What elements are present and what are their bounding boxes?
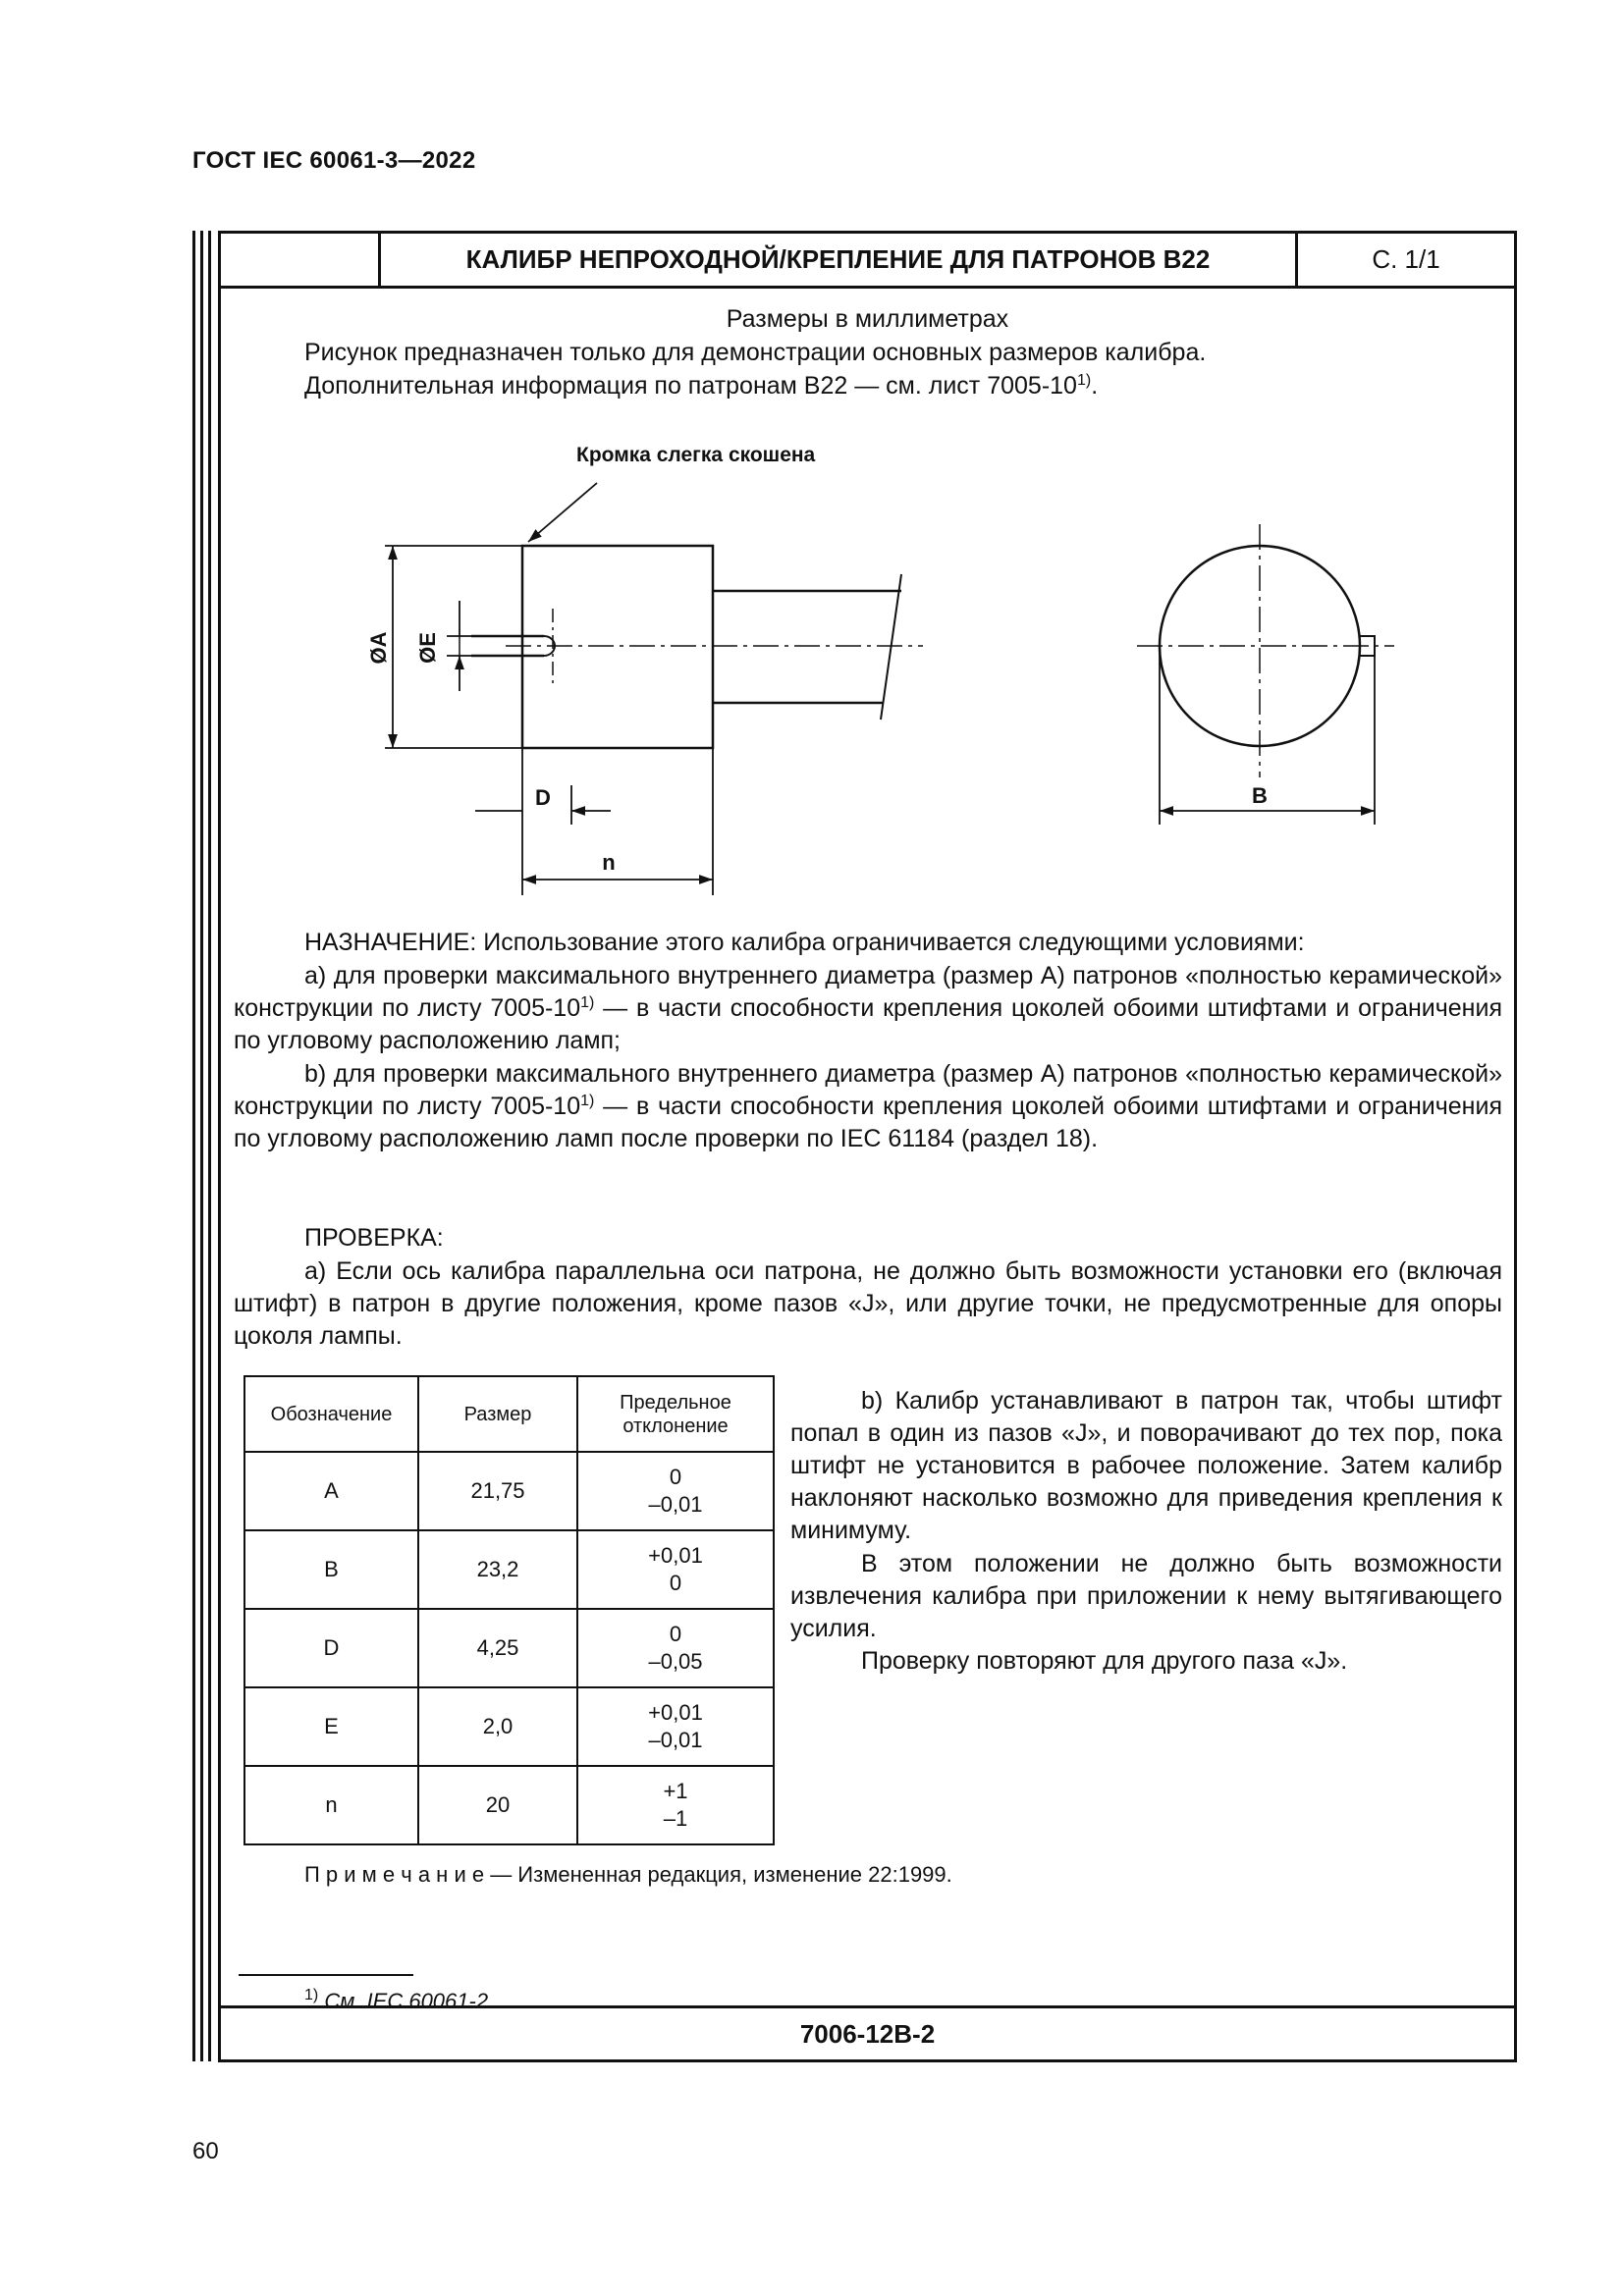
sheet-code: 7006-12B-2 xyxy=(221,2005,1514,2059)
label-n: n xyxy=(602,850,616,875)
margin-rule-2 xyxy=(200,231,203,2061)
row-tolerance: +0,01 0 xyxy=(577,1530,774,1609)
sheet-page: С. 1/1 xyxy=(1372,244,1440,274)
row-designation: B xyxy=(244,1530,418,1609)
check-item-b-2: В этом положении не должно быть возможности извлечения калибра при приложении к нему вытягивающего усилия. xyxy=(790,1550,1502,1642)
margin-rule-3 xyxy=(208,231,211,2061)
dimension-table xyxy=(243,1375,775,1845)
header-size: Размер xyxy=(418,1376,577,1452)
sheet-title: КАЛИБР НЕПРОХОДНОЙ/КРЕПЛЕНИЕ ДЛЯ ПАТРОНОВ B22 xyxy=(381,234,1298,286)
row-tolerance: 0 –0,05 xyxy=(577,1609,774,1687)
units-note: Размеры в миллиметрах xyxy=(726,305,1009,333)
row-size: 2,0 xyxy=(418,1687,577,1766)
purpose-item-a: a) для проверки максимального внутреннего диаметра (размер A) патронов «полностью керамической» конструкции по листу 7005-10$^{1)}$ — в части способности крепления цоколей обоими штифтами и ограничения по угловому расположению ламп; xyxy=(234,962,1502,1054)
check-item-a: a) Если ось калибра параллельна оси патрона, не должно быть возможности установки его (включая штифт) в патрон в другие положения, кроме пазов «J», или другие точки, не предусмотренные для опоры цоколя лампы. xyxy=(234,1257,1502,1350)
header-designation: Обозначение xyxy=(244,1376,418,1452)
check-item-b-3: Проверку повторяют для другого паза «J». xyxy=(861,1647,1348,1675)
row-designation: D xyxy=(244,1609,418,1687)
page-number: 60 xyxy=(192,2138,219,2164)
title-cell-empty xyxy=(221,234,381,286)
callout-text: Кромка слегка скошена xyxy=(576,444,816,466)
row-tolerance: 0 –0,01 xyxy=(577,1452,774,1530)
row-size: 20 xyxy=(418,1766,577,1844)
row-designation: E xyxy=(244,1687,418,1766)
row-tolerance: +1 –1 xyxy=(577,1766,774,1844)
intro-line-1: Рисунок предназначен только для демонстрации основных размеров калибра. xyxy=(304,339,1207,366)
table-header-row xyxy=(244,1376,774,1452)
purpose-item-b: b) для проверки максимального внутреннего диаметра (размер A) патронов «полностью керамической» конструкции по листу 7005-10$^{1)}$ — в части способности крепления цоколей обоими штифтами и ограничения по угловому расположению ламп после проверки по IEC 61184 (раздел 18). xyxy=(234,1060,1502,1152)
check-item-b: b) Калибр устанавливают в патрон так, чтобы штифт попал в один из пазов «J», и поворачивают до тех пор, пока штифт не установится в рабочее положение. Затем калибр наклоняют насколько возможно для приведения крепления к минимуму. xyxy=(790,1387,1502,1544)
table-row xyxy=(244,1766,774,1844)
margin-rule-1 xyxy=(192,231,195,2061)
row-size: 21,75 xyxy=(418,1452,577,1530)
table-row xyxy=(244,1609,774,1687)
footnote-rule xyxy=(239,1974,413,1976)
row-designation: n xyxy=(244,1766,418,1844)
document-header: ГОСТ IEC 60061-3—2022 xyxy=(192,147,476,174)
label-d: D xyxy=(535,785,551,810)
purpose-heading: НАЗНАЧЕНИЕ: Использование этого калибра ограничивается следующими условиями: xyxy=(304,929,1305,956)
table-row xyxy=(244,1687,774,1766)
row-size: 4,25 xyxy=(418,1609,577,1687)
note: П р и м е ч а н и е — Измененная редакция, изменение 22:1999. xyxy=(304,1862,952,1887)
sheet-title-bar xyxy=(221,234,1514,289)
row-designation: A xyxy=(244,1452,418,1530)
label-b: B xyxy=(1252,783,1268,808)
table-row xyxy=(244,1452,774,1530)
row-size: 23,2 xyxy=(418,1530,577,1609)
row-tolerance: +0,01 –0,01 xyxy=(577,1687,774,1766)
intro-line-2: Дополнительная информация по патронам B22 — см. лист 7005-10$^{1)}$. xyxy=(304,372,1099,400)
check-heading: ПРОВЕРКА: xyxy=(304,1224,444,1252)
label-a: ØA xyxy=(366,631,391,665)
label-e: ØE xyxy=(415,632,440,664)
footnote: $^{1)}$ См. IEC 60061-2. xyxy=(304,1987,495,2013)
table-row xyxy=(244,1530,774,1609)
header-tolerance: Предельное отклонение xyxy=(577,1376,774,1452)
